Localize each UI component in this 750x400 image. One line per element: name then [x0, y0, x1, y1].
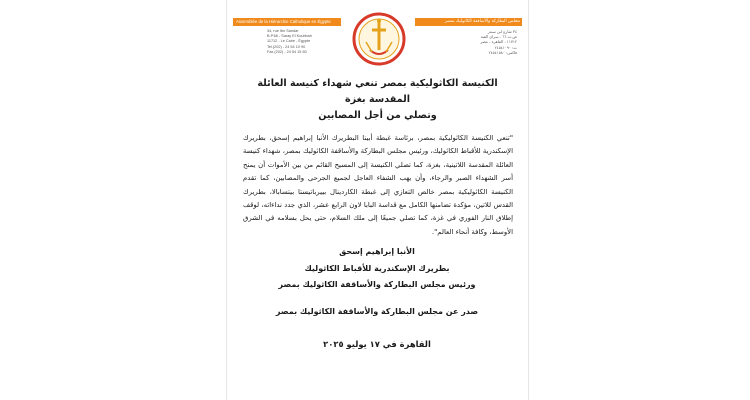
signature-block: [247, 244, 507, 294]
letterhead-title-french: Assemblée de la Hiérarchie Catholique en Égypte: [236, 19, 331, 24]
address-line: فاكس: ٢٤٥٤١٥٨٠: [488, 49, 517, 55]
address-line: B.P.66 - Saray El Koubbah: [267, 34, 312, 39]
signatory-title-2: ورئيس مجلس البطاركة والأساقفة الكاثوليك بمصر: [278, 280, 476, 289]
headline: [239, 76, 516, 124]
address-line: 11712 - Le Caire - Égypte: [267, 39, 311, 44]
headline-line-2: وتصلي من أجل المصابين: [318, 110, 437, 121]
letterhead-address-arabic: [437, 29, 517, 55]
address-line: Fax.(202) - 24 54 15 80: [267, 49, 307, 54]
letterhead-address-french: [267, 29, 337, 55]
address-line: ٣٤ شارع ابن سندر: [487, 29, 517, 34]
document-date: القاهرة في ١٧ يوليو ٢٠٢٥: [323, 339, 431, 349]
address-line: ١١٧١٢ - القاهرة - مصر: [480, 39, 517, 45]
document-page: [226, 0, 529, 400]
church-seal-logo: [352, 12, 406, 66]
address-line: ص.ب ٦٦ - سراي القبة: [480, 34, 517, 40]
address-line: 34, rue Ibn Sandar: [267, 29, 299, 33]
signatory-name: الأنبا إبراهيم إسحق: [339, 247, 415, 256]
issued-by: صدر عن مجلس البطاركة والأساقفة الكاثوليك بمصر: [275, 307, 479, 316]
address-line: ت: ٢٤٥٤١٠٩٠: [494, 44, 517, 50]
signatory-title-1: بطريرك الإسكندرية للأقباط الكاثوليك: [304, 263, 450, 273]
letterhead-title-arabic: مجلس البطاركة والأساقفة الكاثوليك بمصر: [444, 19, 520, 24]
headline-line-1: الكنيسة الكاثوليكية بمصر تنعي شهداء كنيسة العائلة المقدسة بغزة: [257, 78, 498, 105]
statement-body: "تنعي الكنيسة الكاثوليكية بمصر، برئاسة غبطة أبينا البطريرك الأنبا إبراهيم إسحق، بطريرك الإسكندرية للأقباط الكاثوليك، ورئيس مجلس البطاركة والأساقفة الكاثوليك بمصر، شهداء كنيسة العائلة المقدسة اللاتينية، بغزة، كما تصلي الكنيسة إلى المسيح القائم من بين الأموات أن يمنح أسر الشهداء الصبر والرجاء، وأن يهب الشفاء العاجل لجميع الجرحى والمصابين، كما تقدم الكنيسة الكاثوليكية بمصر خالص التعازي إلى غبطة الكاردينال بييرباتيستا بيتسابالا، بطريرك القدس للاتين، مؤكدة تضامنها الكامل مع قداسة البابا لاون الرابع عشر، الذي جدد نداءاته، لوقف إطلاق النار الفوري في غزة، كما تصلي جميعًا إلى ملك السلام، حتى يحل بسلامه في الشرق الأوسط، وكافة أنحاء العالم".: [243, 134, 513, 236]
address-line: Tel.(202) - 24 54 10 90: [267, 44, 306, 49]
